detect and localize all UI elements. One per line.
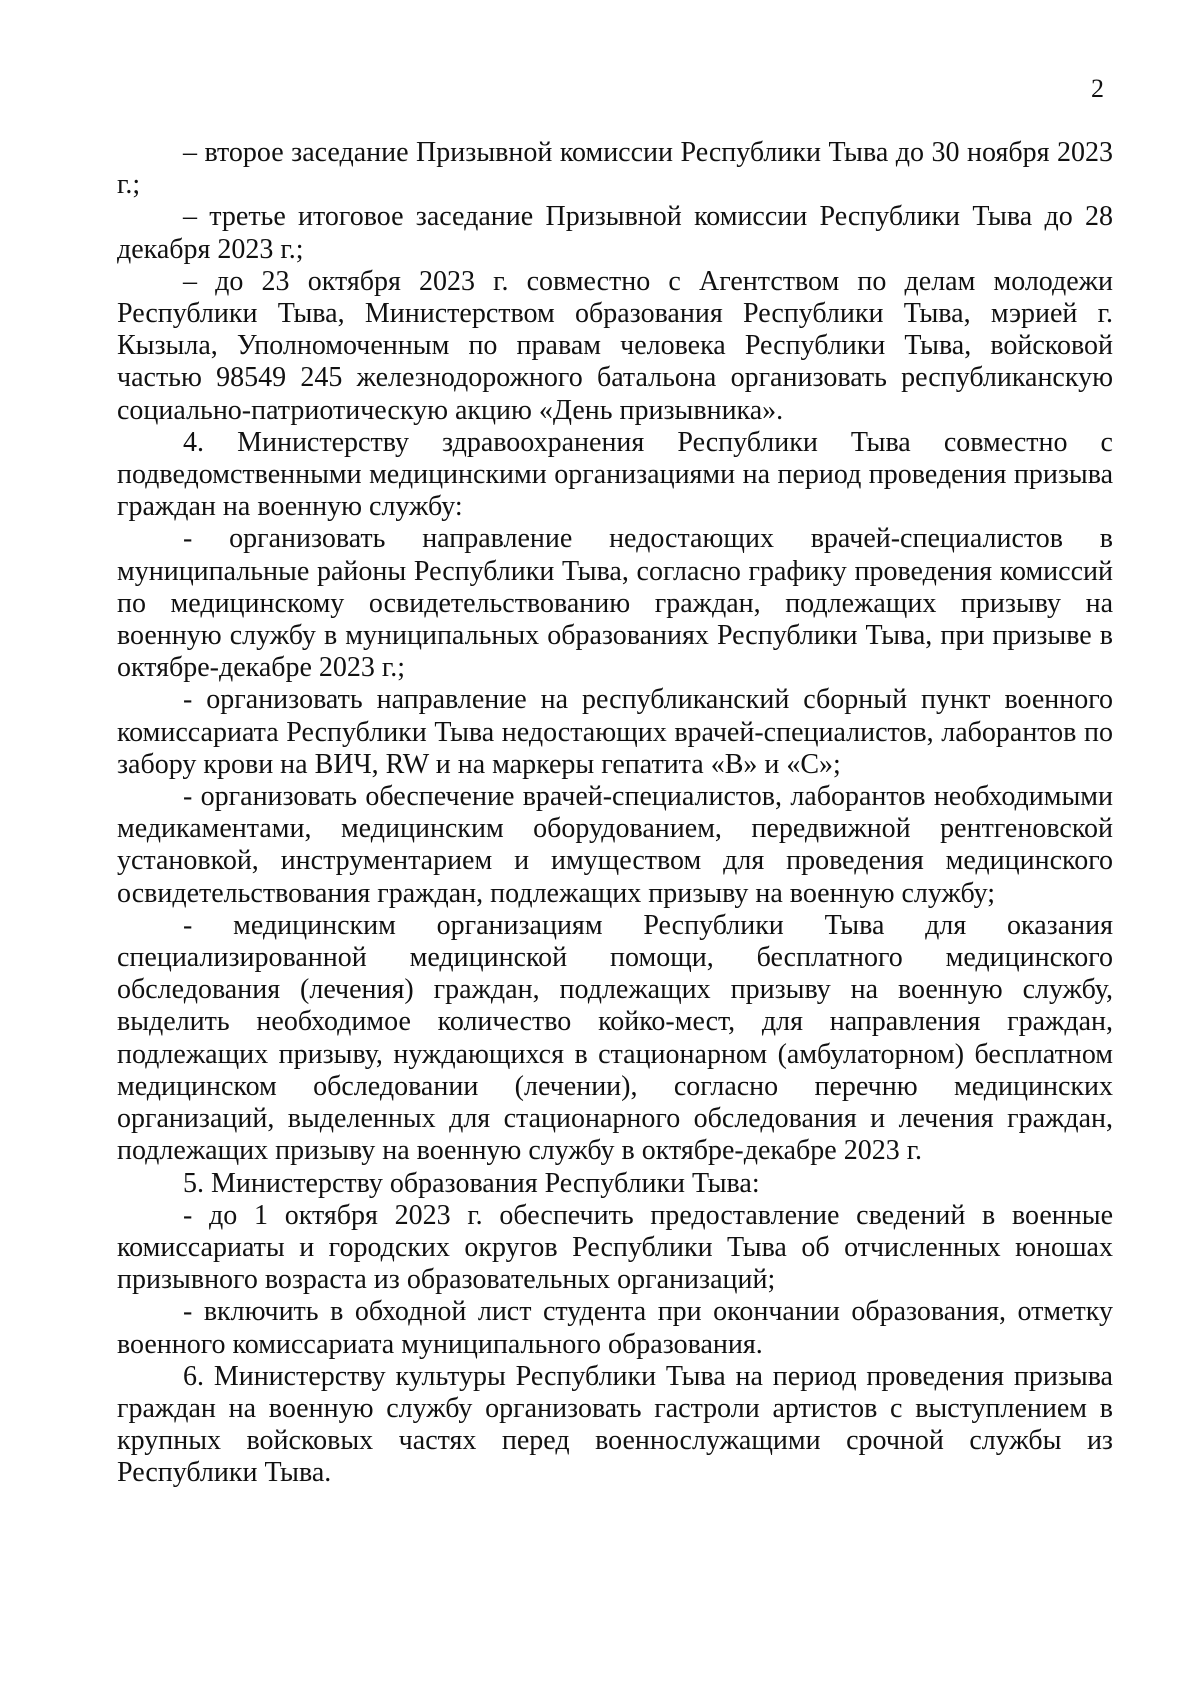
paragraph-item-4-collection-point: - организовать направление на республиканский сборный пункт военного комиссариата Республики Тыва недостающих врачей-специалистов, лаборантов по забору крови на ВИЧ, RW и на маркеры гепатита «В» и «С»; [117,684,1113,780]
paragraph-item-4-doctors: - организовать направление недостающих врачей-специалистов в муниципальные районы Республики Тыва, согласно графику проведения комиссий по медицинскому освидетельствованию граждан, подлежащих призыву на военную службу в муниципальных образованиях Республики Тыва, при призыве в октябре-декабре 2023 г.; [117,523,1113,684]
paragraph-conscript-day: – до 23 октября 2023 г. совместно с Агентством по делам молодежи Республики Тыва, Министерством образования Республики Тыва, мэрией г. Кызыла, Уполномоченным по правам человека Республики Тыва, войсковой частью 98549 245 железнодорожного батальона организовать республиканскую социально-патриотическую акцию «День призывника». [117,265,1113,426]
paragraph-second-session: – второе заседание Призывной комиссии Республики Тыва до 30 ноября 2023 г.; [117,137,1113,201]
paragraph-third-session: – третье итоговое заседание Призывной комиссии Республики Тыва до 28 декабря 2023 г.; [117,201,1113,265]
page-number: 2 [1091,74,1104,103]
paragraph-item-4: 4. Министерству здравоохранения Республики Тыва совместно с подведомственными медицинскими организациями на период проведения призыва граждан на военную службу: [117,426,1113,523]
paragraph-item-4-equipment: - организовать обеспечение врачей-специалистов, лаборантов необходимыми медикаментами, медицинским оборудованием, передвижной рентгеновской установкой, инструментарием и имуществом для проведения медицинского освидетельствования граждан, подлежащих призыву на военную службу; [117,781,1113,909]
paragraph-item-6: 6. Министерству культуры Республики Тыва на период проведения призыва граждан на военную службу организовать гастроли артистов с выступлением в крупных войсковых частях перед военнослужащими срочной службы из Республики Тыва. [117,1360,1113,1489]
document-body [117,137,1113,1490]
paragraph-item-4-hospital-beds: - медицинским организациям Республики Тыва для оказания специализированной медицинской помощи, бесплатного медицинского обследования (лечения) граждан, подлежащих призыву на военную службу, выделить необходимое количество койко-мест, для направления граждан, подлежащих призыву, нуждающихся в стационарном (амбулаторном) бесплатном медицинском обследовании (лечении), согласно перечню медицинских организаций, выделенных для стационарного обследования и лечения граждан, подлежащих призыву на военную службу в октябре-декабре 2023 г. [117,909,1113,1167]
paragraph-item-5-info: - до 1 октября 2023 г. обеспечить предоставление сведений в военные комиссариаты и городских округов Республики Тыва об отчисленных юношах призывного возраста из образовательных организаций; [117,1199,1113,1296]
paragraph-item-5: 5. Министерству образования Республики Тыва: [183,1167,760,1199]
paragraph-item-5-checklist: - включить в обходной лист студента при окончании образования, отметку военного комиссариата муниципального образования. [117,1296,1113,1360]
